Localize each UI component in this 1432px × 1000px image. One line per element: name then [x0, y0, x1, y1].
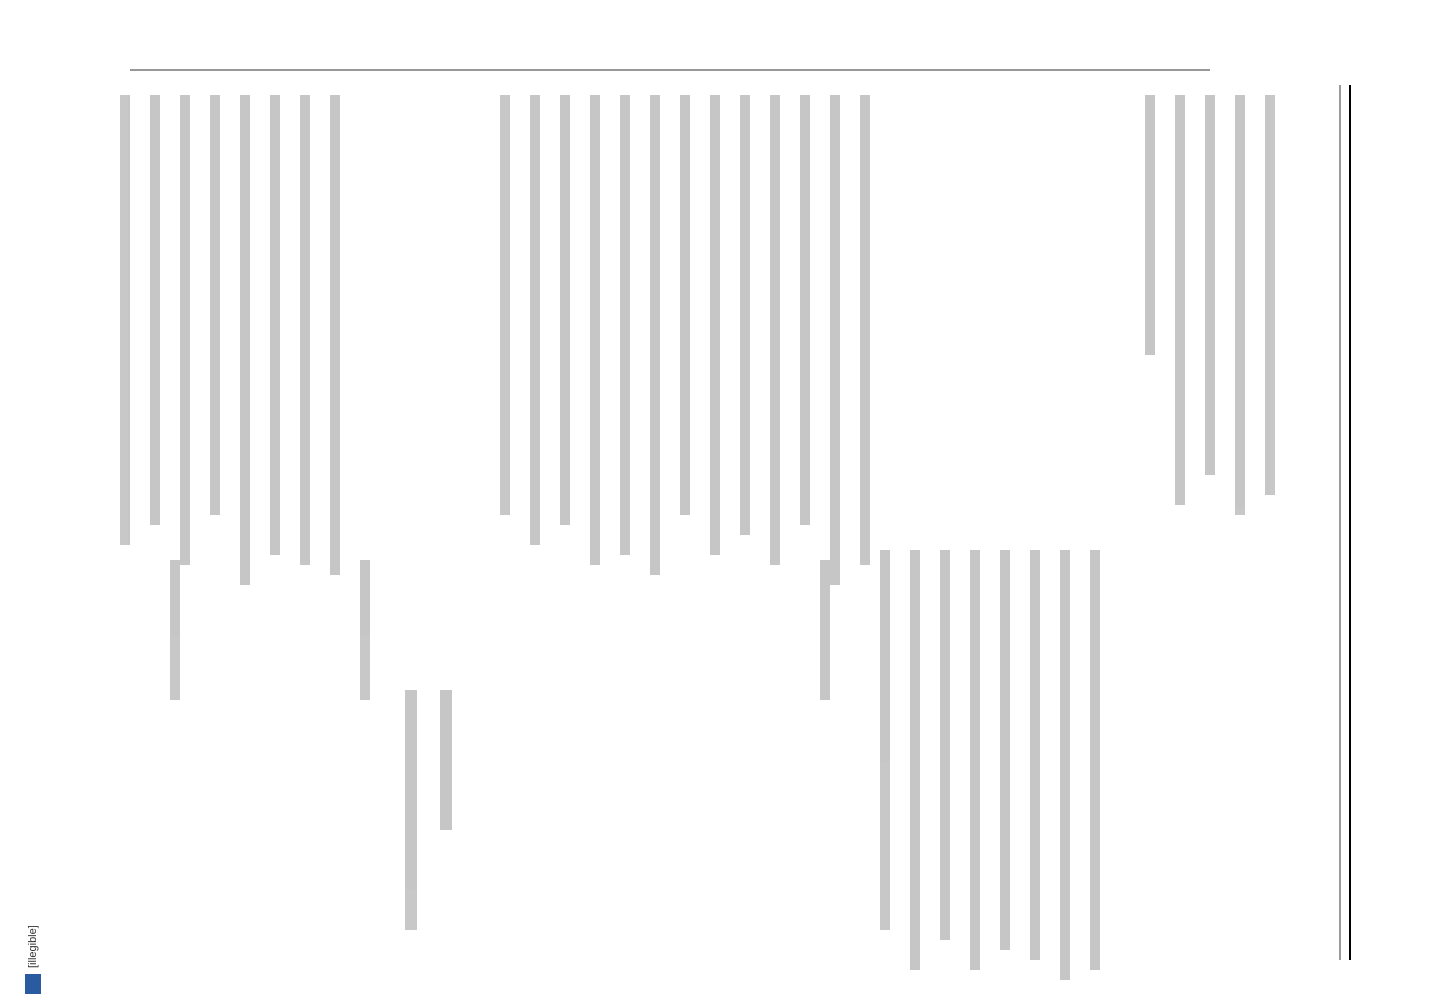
digitization-notice: [illegible]	[27, 925, 39, 968]
